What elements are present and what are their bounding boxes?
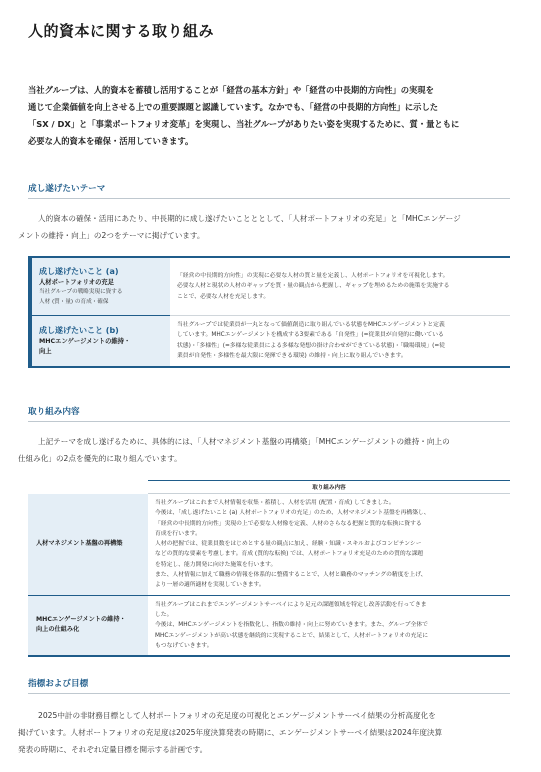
table-row (30, 257, 510, 315)
initiative-detail (148, 595, 510, 656)
initiative-name: 人材マネジメント基盤の再構築 (28, 494, 148, 596)
detail-line: を特定し、能力開発に向けた施策を行います。 (155, 561, 277, 568)
intro-line: 通じて企業価値を向上させる上での重要課題と認識しています。なかでも、「経営の中長期的方向性」に示した (28, 102, 439, 112)
themes-rule (28, 198, 510, 199)
page-title: 人的資本に関する取り組み (28, 22, 215, 40)
intro-paragraph (28, 82, 513, 150)
initiatives-rule (28, 421, 510, 422)
detail-line: した。 (155, 611, 173, 618)
table-header-row (28, 481, 510, 494)
header-blank (28, 481, 148, 494)
themes-heading: 成し遂げたいテーマ (28, 184, 106, 194)
goal-a-desc: 人材 (質・量) の育成・確保 (39, 298, 109, 305)
detail-line: 当社グループはこれまでエンゲージメントサーベイにより足元の課題領域を特定し改善活動を行ってきま (155, 601, 427, 608)
table-row (28, 595, 510, 656)
goal-b-title: 向上 (39, 348, 52, 356)
goal-b-detail (170, 315, 510, 367)
goal-a-title: 人材ポートフォリオの充足 (39, 279, 114, 287)
initiative-name-line: 向上の仕組み化 (36, 626, 80, 634)
detail-line: 育成を行います。 (155, 530, 201, 537)
themes-para-line: 人的資本の確保・活用にあたり、中長期的に成し遂げたいことととして、「人材ポートフォリオの充足」と「MHCエンゲージ (38, 214, 461, 223)
detail-line: MHCエンゲージメントが高い状態を継続的に実現することで、結果として、人材ポートフォリオの充足に (155, 632, 429, 639)
goal-b-cell (30, 315, 170, 367)
goal-a-label: 成し遂げたいこと (a) (39, 267, 119, 277)
table-row (28, 494, 510, 596)
metrics-para-line: 発表の時期に、それぞれ定量目標を開示する計画です。 (18, 745, 208, 754)
initiatives-table (28, 480, 510, 657)
detail-line: 必要な人材と現状の人材のギャップを質・量の観点から把握し、ギャップを埋めるための施策を実施する (177, 283, 450, 289)
detail-line: また、人材情報に加えて職務の情報を体系的に整備することで、人材と職務のマッチングの精度を上げ、 (155, 572, 427, 579)
metrics-para-line: 2025中計の非財務目標として人材ポートフォリオの充足度の可視化とエンゲージメントサーベイ結果の分析高度化を (38, 711, 436, 720)
table-header: 取り組み内容 (148, 481, 510, 494)
initiative-detail (148, 494, 510, 596)
metrics-para-line: 掲げています。人材ポートフォリオの充足度は2025年度決算発表の時期に、エンゲージメントサーベイ結果は2024年度決算 (18, 728, 443, 737)
intro-line: 当社グループは、人的資本を蓄積し活用することが「経営の基本方針」や「経営の中長期的方向性」の実現を (28, 85, 434, 95)
initiatives-heading: 取り組み内容 (28, 407, 80, 417)
detail-line: 今後は、「成し遂げたいこと (a) 人材ポートフォリオの充足」のため、人材マネジメント基盤を再構築し、 (155, 510, 430, 517)
initiatives-para-line: 上記テーマを成し遂げるために、具体的には、「人材マネジメント基盤の再構築」「MHCエンゲージメントの維持・向上の (38, 437, 450, 446)
themes-paragraph (18, 210, 513, 244)
goal-b-title: MHCエンゲージメントの維持・ (39, 338, 131, 346)
detail-line: 人材の把握では、従業員数をはじめとする量の観点に加え、経験・知識・スキルおよびコンピテンシー (155, 541, 422, 548)
intro-line: 必要な人的資本を確保・活用していきます。 (28, 136, 194, 146)
detail-line: 業員が自発性・多様性を最大限に発揮できる環境) の維持・向上に取り組んでいきます。 (177, 353, 407, 360)
initiatives-paragraph (18, 433, 513, 467)
detail-line: 当社グループでは従業員が一丸となって価値創造に取り組んでいる状態をMHCエンゲージメントと定義 (177, 321, 445, 328)
goal-a-desc: 当社グループの戦略実現に資する (39, 289, 123, 296)
detail-line: ことで、必要な人材を充足します。 (177, 293, 270, 300)
themes-para-line: メントの維持・向上」の2つをテーマに掲げています。 (18, 231, 205, 240)
goal-b-label: 成し遂げたいこと (b) (39, 326, 119, 336)
metrics-rule (28, 693, 510, 694)
detail-line: 当社グループはこれまで人材情報を収集・蓄積し、人材を活用 (配置・育成) してきました。 (155, 500, 395, 506)
table-row (30, 315, 510, 367)
metrics-paragraph (18, 707, 513, 758)
detail-line: もつなげていきます。 (155, 642, 213, 649)
detail-line: 今後は、MHCエンゲージメントを指数化し、指数の維持・向上に努めていきます。また、グループ全体で (155, 622, 428, 629)
detail-line: 「経営の中長期的方向性」実現の上で必要な人材像を定義、人材のさらなる把握と質的な転換に資する (155, 520, 422, 527)
initiatives-para-line: 仕組み化」の2点を優先的に取り組んでいます。 (18, 454, 182, 463)
initiative-name (28, 595, 148, 656)
detail-line: などの質的な要素を考慮します。育成 (質的な転換) では、人材ポートフォリオ充足のための質的な課題 (155, 551, 424, 558)
detail-line: 状態)・「多様性」(=多様な従業員による多様な発想の掛け合わせができている状態)・「職場環境」(=従 (177, 342, 446, 349)
themes-table (28, 256, 510, 368)
goal-a-detail (170, 257, 510, 315)
intro-line: 「SX / DX」と「事業ポートフォリオ変革」を実現し、当社グループがありたい姿を実現するために、質・量ともに (28, 119, 460, 129)
goal-a-cell (30, 257, 170, 315)
initiative-name-line: MHCエンゲージメントの維持・ (36, 616, 126, 624)
detail-line: しています。MHCエンゲージメントを構成する3要素である「自発性」(=従業員が自発的に働いている (177, 332, 444, 339)
metrics-heading: 指標および目標 (28, 679, 89, 689)
detail-line: より一層の適所適材を実現していきます。 (155, 582, 265, 589)
detail-line: 「経営の中長期的方向性」の実現に必要な人材の質と量を定義し、人材ポートフォリオを可視化します。 (177, 272, 449, 279)
